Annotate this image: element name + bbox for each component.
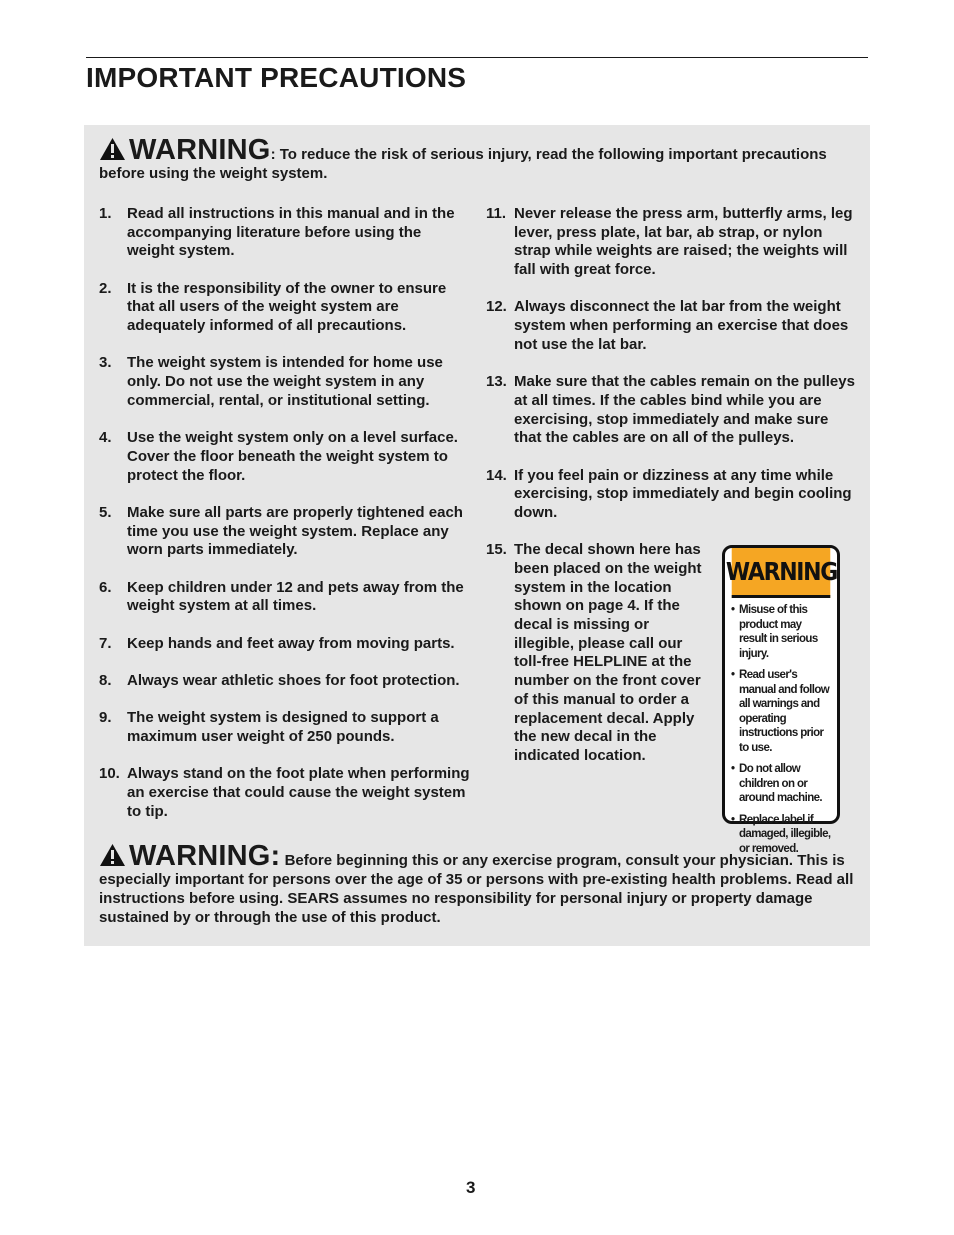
- item-number: 9.: [99, 709, 112, 727]
- list-item: [99, 765, 471, 821]
- warning-text: : To reduce the risk of serious injury, read the following important precautions before using the weight system.: [99, 146, 827, 182]
- item-number: 13.: [486, 373, 507, 391]
- item-text: Always stand on the foot plate when performing an exercise that could cause the weight system to tip.: [127, 765, 470, 820]
- list-item: [99, 504, 471, 560]
- item-number: 4.: [99, 429, 112, 447]
- bullet-icon: •: [731, 669, 735, 681]
- decal-bullet-item: [731, 762, 831, 806]
- item-number: 14.: [486, 466, 507, 484]
- list-item: [99, 579, 471, 616]
- item-number: 6.: [99, 578, 112, 596]
- warning-heading: WARNING: [129, 134, 271, 166]
- item-text: Read all instructions in this manual and in the accompanying literature before using the weight system.: [127, 205, 455, 260]
- warning-text: Before beginning this or any exercise program, consult your physician. This is especially important for persons over the age of 35 or persons with pre-existing health problems. Read all instructions before using. SEARS assumes no responsibility for personal injury or property damage sustained by or through the use of this product.: [99, 852, 854, 926]
- item-number: 8.: [99, 671, 112, 689]
- list-item: [486, 298, 856, 354]
- item-text: The weight system is designed to support a maximum user weight of 250 pounds.: [127, 709, 439, 745]
- warning-triangle-icon: [99, 843, 126, 867]
- list-item: [99, 635, 471, 654]
- item-number: 7.: [99, 634, 112, 652]
- decal-bullet-text: Read user's manual and follow all warnings and operating instructions prior to use.: [739, 669, 830, 754]
- decal-bullet-item: [731, 668, 831, 755]
- list-item: [486, 205, 856, 280]
- item-number: 15.: [486, 541, 507, 559]
- decal-bullet-text: Replace label if damaged, illegible, or removed.: [739, 813, 831, 855]
- item-text: Keep hands and feet away from moving parts.: [127, 634, 455, 652]
- item-text: Make sure that the cables remain on the pulleys at all times. If the cables bind while you are exercising, stop immediately and make sure that the cables are on all of the pulleys.: [514, 373, 855, 447]
- item-number: 12.: [486, 298, 507, 316]
- list-item: [99, 709, 471, 746]
- item-text: The weight system is intended for home use only. Do not use the weight system in any commercial, rental, or institutional setting.: [127, 354, 443, 409]
- list-item: [99, 429, 471, 485]
- decal-heading: WARNING: [725, 557, 837, 586]
- precautions-left-column: [99, 205, 471, 840]
- item-text: Never release the press arm, butterfly arms, leg lever, press plate, lat bar, ab strap, or nylon strap while weights are raised; the weights will fall with great force.: [514, 205, 853, 279]
- item-text: If you feel pain or dizziness at any time while exercising, stop immediately and begin cooling down.: [514, 466, 852, 521]
- bullet-icon: •: [731, 763, 735, 775]
- warning-decal: [722, 545, 840, 855]
- warning-top: [99, 134, 855, 183]
- precautions-panel: [84, 125, 870, 946]
- page-title: IMPORTANT PRECAUTIONS: [86, 62, 467, 93]
- bullet-icon: •: [731, 813, 735, 826]
- item-text: Always wear athletic shoes for foot protection.: [127, 671, 460, 689]
- item-text: Use the weight system only on a level surface. Cover the floor beneath the weight system to protect the floor.: [127, 429, 458, 484]
- list-item: [99, 280, 471, 336]
- list-item: [486, 467, 856, 523]
- warning-bottom: [99, 840, 855, 927]
- page-number: 3: [466, 1178, 476, 1197]
- item-number: 10.: [99, 765, 120, 783]
- decal-bullet-text: Misuse of this product may result in serious injury.: [739, 604, 818, 660]
- item-text: The decal shown here has been placed on the weight system in the location shown on page 4. If the decal is missing or illegible, please call our toll-free HELPLINE at the number on the front cover of this manual to order a replacement decal. Apply the new decal in the indicated location.: [514, 541, 702, 764]
- decal-bullet-text: Do not allow children on or around machine.: [739, 763, 823, 804]
- list-item: [486, 373, 856, 448]
- list-item: [99, 672, 471, 691]
- item-text: It is the responsibility of the owner to ensure that all users of the weight system are adequately informed of all precautions.: [127, 279, 447, 335]
- item-text: Always disconnect the lat bar from the weight system when performing an exercise that does not use the lat bar.: [514, 298, 849, 353]
- warning-heading: WARNING:: [129, 840, 281, 872]
- item-number: 3.: [99, 354, 112, 372]
- warning-triangle-icon: [99, 137, 126, 161]
- list-item-decal: [486, 541, 708, 765]
- item-number: 1.: [99, 205, 112, 222]
- item-number: 5.: [99, 503, 112, 521]
- bullet-icon: •: [731, 604, 735, 616]
- decal-bullet-item: [731, 603, 831, 661]
- item-text: Make sure all parts are properly tightened each time you use the weight system. Replace any worn parts immediately.: [127, 503, 463, 559]
- decal-header: [725, 548, 837, 598]
- decal-body: [725, 598, 837, 856]
- item-text: Keep children under 12 and pets away from the weight system at all times.: [127, 578, 464, 615]
- list-item: [99, 205, 471, 261]
- header-rule: [86, 57, 868, 58]
- item-number: 2.: [99, 279, 112, 297]
- item-number: 11.: [486, 205, 507, 222]
- list-item: [99, 354, 471, 410]
